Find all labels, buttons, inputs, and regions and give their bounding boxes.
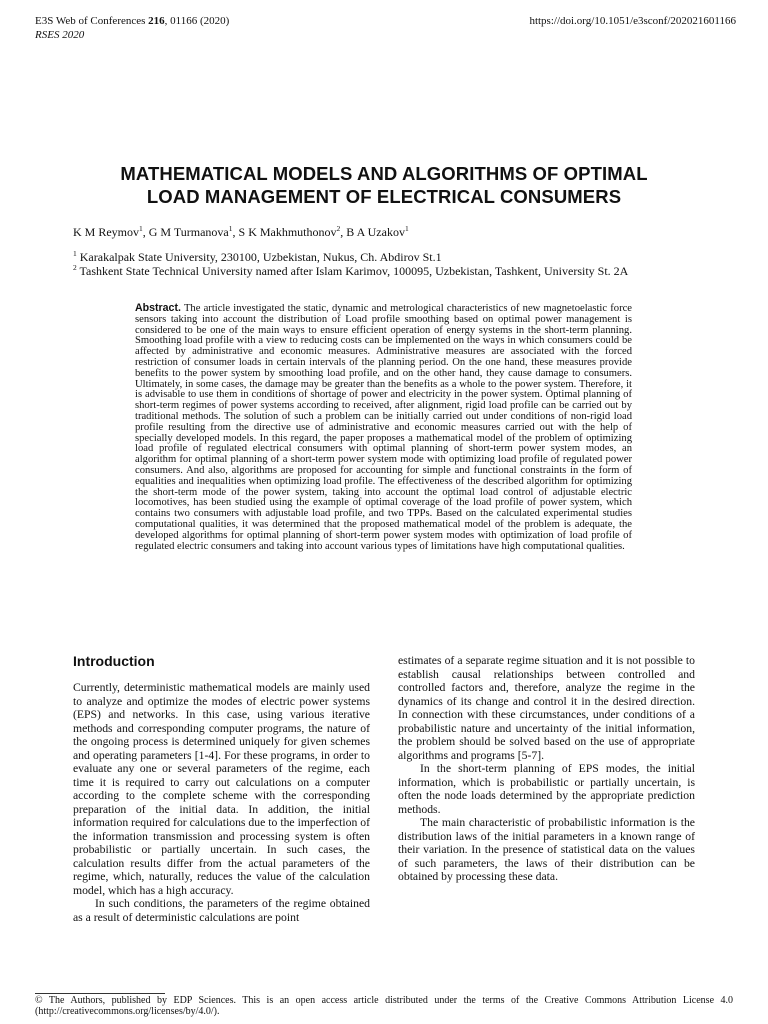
title-line-2: LOAD MANAGEMENT OF ELECTRICAL CONSUMERS xyxy=(146,186,622,207)
affiliation-text: Karakalpak State University, 230100, Uzbekistan, Nukus, Ch. Abdirov St.1 xyxy=(79,250,442,264)
left-column xyxy=(73,681,370,924)
abstract-text: The article investigated the static, dynamic and metrological characteristics of new magnetoelastic force sensors taking into account the distribution of Load profile smoothing based on optimal power management is considered to be one of the main ways to ensure efficient operation of energy systems in the short-term planning. Smoothing load profile with a view to reducing costs can be implemented on the ways in which consumers could be affected by administrative and economic measures. Administrative measures are associated with the forced restriction of consumer loads in certain intervals of the planning period. On the one hand, these measures provide benefits to the power system by smoothing load profile, and on the other hand, they cause damage to consumers. Ultimately, in some cases, the damage may be greater than the benefits as a whole to the power system. Therefore, it is advisable to use them in conditions of shortage of power and electricity in the power system. Optimal planning of short-term regimes of power systems according to received, after alignment, rigid load profile can be carried out by traditional methods. The solution of such a problem can be initially carried out under conditions of non-rigid load profile resulting from the directive use of administrative and economic measures carried out with the help of specially developed models. In this regard, the paper proposes a mathematical model of the problem of optimizing load profile of regulated electrical consumers with optimal planning of short-term power system modes, an algorithm for optimal planning of a short-term power system mode with optimizing load profile of regulated power consumers. And also, algorithms are proposed for accounting for simple and functional constraints in the form of equalities and inequalities when optimizing load profile. The effectiveness of the described algorithm for optimizing the short-term mode of the power system, taking into account the optimal load control of adjustable electric locomotives, has been studied using the example of optimal coverage of the load profile of power system, which contains two consumers with adjustable load profile, and two TPPs. Based on the calculated experimental studies computational qualities, it was determined that the proposed mathematical model of the problem is adequate, the developed algorithms for optimal planning of short-term power system modes with optimization of load profile of regulated electric consumers and taking into account various types of limitations have high computational qualities. xyxy=(135,303,632,552)
author-name: S K Makhmuthonov xyxy=(238,225,337,239)
author-affiliation-mark: 1 xyxy=(404,224,409,233)
right-column xyxy=(398,654,695,884)
license-footer: © The Authors, published by EDP Sciences. This is an open access article distributed under the terms of the Creative Commons Attribution License 4.0 (http://creativecommons.org/licenses/by/4.0/). xyxy=(35,995,733,1017)
author-affiliation-mark: 1 xyxy=(139,224,143,233)
author-list xyxy=(73,224,409,240)
section-heading-introduction: Introduction xyxy=(73,653,155,669)
abstract xyxy=(135,303,632,552)
doi-link[interactable]: https://doi.org/10.1051/e3sconf/202021601166 xyxy=(529,15,736,27)
article-number: , 01166 (2020) xyxy=(164,15,230,27)
journal-citation xyxy=(35,14,229,28)
author-affiliation-mark: 2 xyxy=(336,224,341,233)
author-separator: , xyxy=(232,225,239,239)
running-header-left xyxy=(35,14,229,42)
affiliation-mark: 1 xyxy=(73,249,77,258)
footer-divider xyxy=(35,993,165,994)
affiliation-1 xyxy=(73,250,442,265)
affiliation-mark: 2 xyxy=(73,263,77,272)
affiliation-2 xyxy=(73,264,628,279)
paragraph: In the short-term planning of EPS modes, the initial information, which is probabilistic or partially uncertain, is often the node loads determined by the appropriate prediction methods. xyxy=(398,762,695,816)
author-name: K M Reymov xyxy=(73,225,139,239)
journal-volume: 216 xyxy=(148,15,165,27)
author-name: B A Uzakov xyxy=(346,225,405,239)
conference-series: RSES 2020 xyxy=(35,29,85,41)
author-separator: , xyxy=(142,225,149,239)
author-separator: , xyxy=(340,225,347,239)
journal-name: E3S Web of Conferences xyxy=(35,15,146,27)
title-line-1: MATHEMATICAL MODELS AND ALGORITHMS OF OPTIMAL xyxy=(120,163,648,184)
paper-title xyxy=(60,162,708,208)
paragraph: estimates of a separate regime situation and it is not possible to establish causal relationships between controlled and controlled factors and, therefore, analyze the regime in the dynamics of its change and control it in the desired direction. In connection with these circumstances, under conditions of a probabilistic nature and uncertainty of the initial information, the problem should be solved based on the use of appropriate algorithms and programs [5-7]. xyxy=(398,654,695,762)
author-affiliation-mark: 1 xyxy=(228,224,233,233)
paragraph: The main characteristic of probabilistic information is the distribution laws of the initial parameters in a known range of their variation. In the presence of statistical data on the values of such parameters, the laws of their distribution can be obtained by processing these data. xyxy=(398,816,695,883)
paragraph: In such conditions, the parameters of the regime obtained as a result of deterministic calculations are point xyxy=(73,897,370,924)
abstract-label: Abstract. xyxy=(135,302,181,314)
paragraph: Currently, deterministic mathematical models are mainly used to analyze and optimize the modes of electric power systems (EPS) and networks. In this case, using various iterative methods and corresponding computer programs, the nature of the ongoing process is determined uniquely for given schemes and operating parameters [1-4]. For these programs, in order to evaluate any one or several parameters of the regime, each time it is required to carry out calculations on a computer according to the complete scheme with the corresponding preparation of the initial data. In addition, the initial information required for calculations due to the imperfection of the information transmission and processing system is often probabilistic or partially uncertain. In such cases, the calculation results differ from the actual parameters of the regime, which, naturally, reduces the value of the calculation model, which has a high accuracy. xyxy=(73,681,370,897)
author-name: G M Turmanova xyxy=(148,225,229,239)
affiliation-text: Tashkent State Technical University named after Islam Karimov, 100095, Uzbekistan, Tashkent, University St. 2A xyxy=(79,264,629,278)
